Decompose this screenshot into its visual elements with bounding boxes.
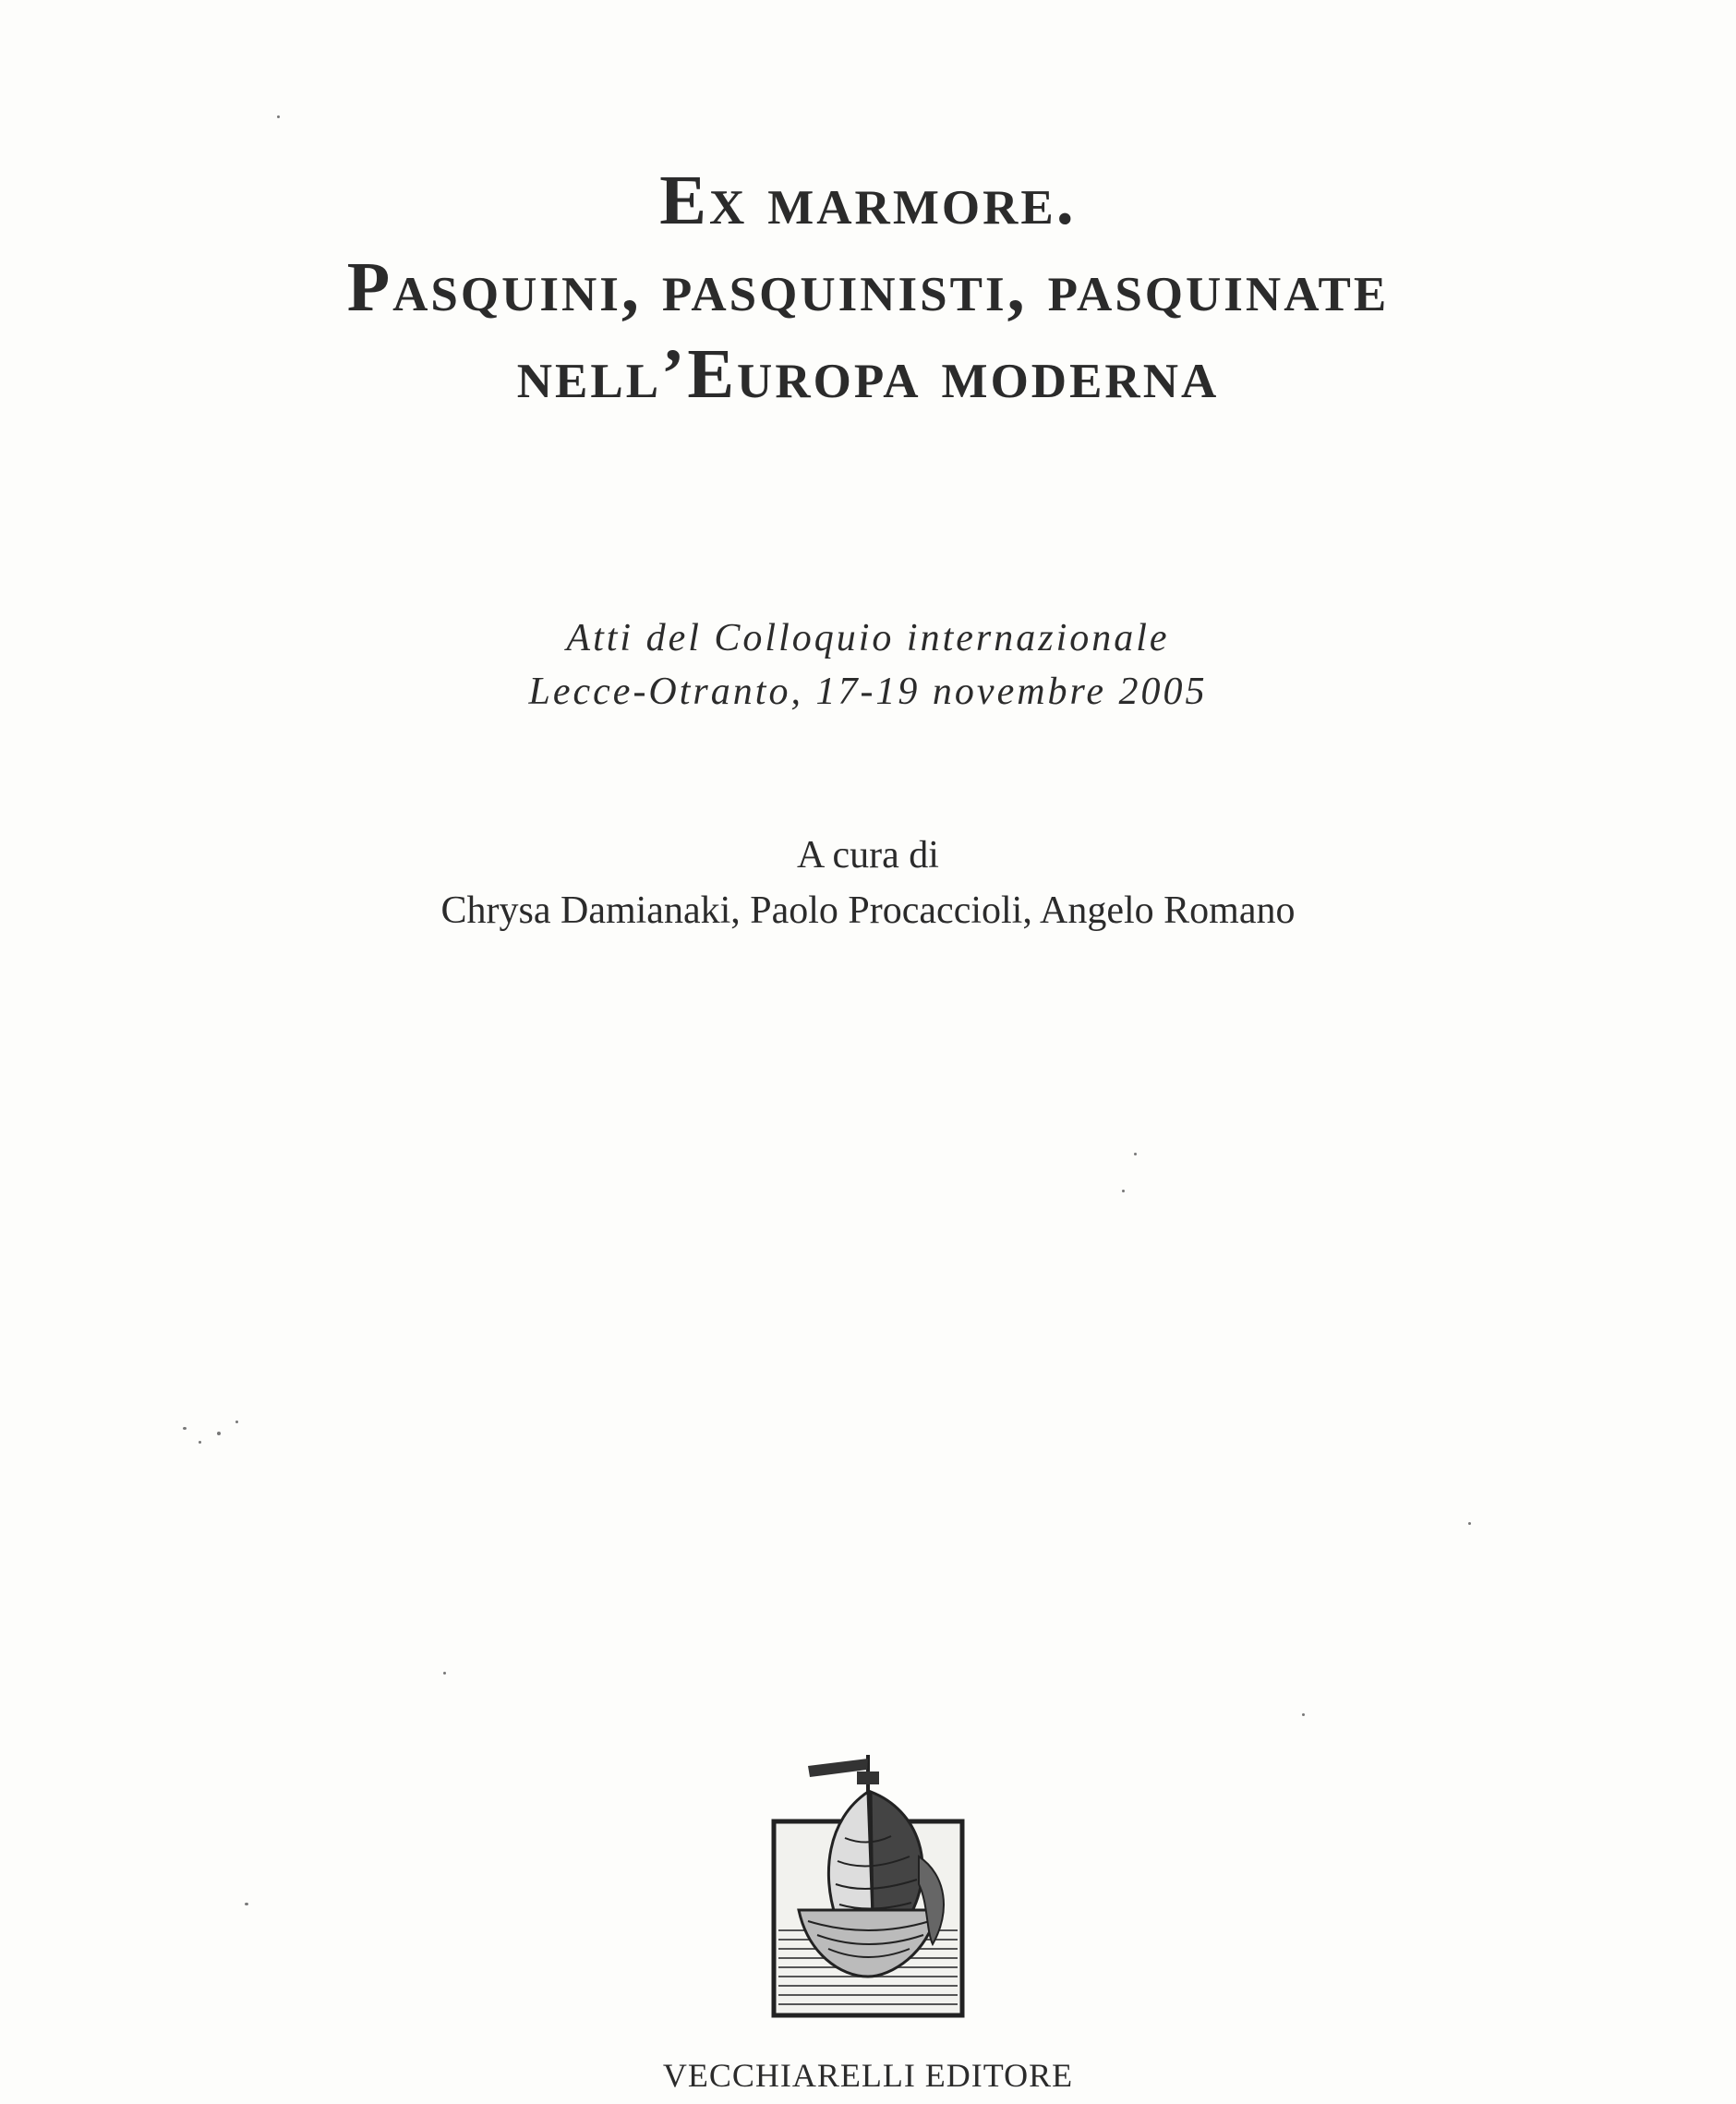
scan-speck (217, 1432, 221, 1435)
scan-speck (1122, 1190, 1125, 1192)
scan-speck (1302, 1713, 1305, 1716)
scan-speck (245, 1903, 248, 1905)
book-title (0, 157, 1736, 417)
editors-intro: A cura di (797, 834, 939, 877)
scan-speck (1134, 1153, 1137, 1155)
publisher-name: VECCHIARELLI EDITORE (662, 2057, 1074, 2094)
editors-names: Chrysa Damianaki, Paolo Procaccioli, Angelo Romano (440, 889, 1296, 932)
title-line-1: Ex marmore. (659, 162, 1077, 239)
scan-speck (443, 1672, 446, 1675)
title-line-2: Pasquini, pasquinisti, pasquinate (346, 248, 1390, 326)
scan-speck (1468, 1522, 1471, 1525)
scan-speck (199, 1441, 201, 1444)
book-subtitle (0, 611, 1736, 719)
subtitle-line-2: Lecce-Otranto, 17-19 novembre 2005 (528, 671, 1208, 713)
scan-speck (277, 115, 280, 118)
scan-speck (235, 1421, 238, 1423)
ship-emblem-icon (771, 1755, 965, 2018)
editors (0, 828, 1736, 938)
scan-speck (183, 1427, 187, 1430)
subtitle-line-1: Atti del Colloquio internazionale (566, 617, 1170, 659)
title-line-3: nell’Europa moderna (516, 335, 1220, 413)
